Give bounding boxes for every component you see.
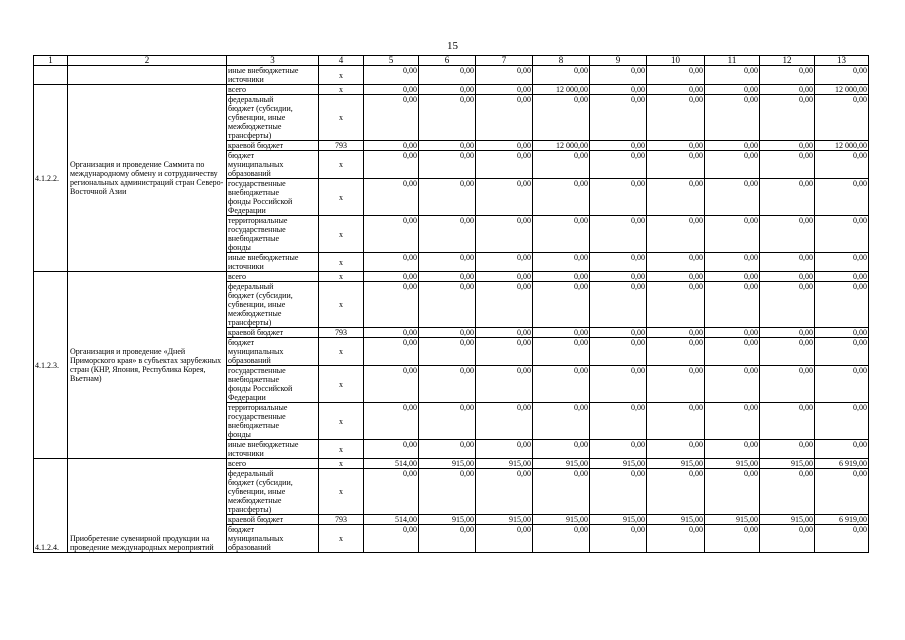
amount-cell: 0,00 [419,272,476,282]
amount-cell: 0,00 [590,253,647,272]
amount-cell: 915,00 [590,459,647,469]
amount-cell: 0,00 [705,403,760,440]
amount-cell: 0,00 [815,151,869,179]
amount-cell: 0,00 [815,272,869,282]
budget-code: 793 [319,328,364,338]
amount-cell: 915,00 [533,515,590,525]
funding-source: иные внебюджетные источники [227,440,319,459]
amount-cell: 0,00 [364,179,419,216]
amount-cell: 0,00 [590,141,647,151]
amount-cell: 0,00 [590,469,647,515]
amount-cell: 514,00 [364,459,419,469]
funding-source: бюджет муниципальных образований [227,338,319,366]
amount-cell: 0,00 [419,216,476,253]
funding-source: бюджет муниципальных образований [227,525,319,553]
amount-cell: 0,00 [705,85,760,95]
amount-cell: 0,00 [590,85,647,95]
amount-cell: 0,00 [760,85,815,95]
header-cell: 13 [815,56,869,66]
amount-cell: 0,00 [364,525,419,553]
amount-cell: 0,00 [419,366,476,403]
amount-cell: 0,00 [364,469,419,515]
amount-cell: 915,00 [533,459,590,469]
amount-cell: 0,00 [476,282,533,328]
amount-cell: 0,00 [590,272,647,282]
page-number: 15 [447,40,458,52]
amount-cell: 0,00 [647,403,705,440]
amount-cell: 0,00 [364,282,419,328]
funding-source: бюджет муниципальных образований [227,151,319,179]
amount-cell: 0,00 [419,403,476,440]
amount-cell: 915,00 [647,515,705,525]
amount-cell: 0,00 [419,328,476,338]
amount-cell: 0,00 [647,272,705,282]
header-cell: 8 [533,56,590,66]
amount-cell: 0,00 [590,338,647,366]
amount-cell: 0,00 [533,440,590,459]
header-cell: 6 [419,56,476,66]
budget-code: x [319,216,364,253]
budget-code: 793 [319,515,364,525]
amount-cell: 0,00 [419,85,476,95]
amount-cell: 0,00 [476,525,533,553]
amount-cell: 0,00 [647,216,705,253]
amount-cell: 0,00 [364,403,419,440]
amount-cell: 0,00 [647,440,705,459]
amount-cell: 0,00 [364,328,419,338]
amount-cell: 0,00 [760,95,815,141]
amount-cell: 0,00 [419,440,476,459]
amount-cell: 915,00 [476,459,533,469]
amount-cell: 0,00 [364,440,419,459]
amount-cell: 0,00 [476,141,533,151]
amount-cell: 0,00 [815,253,869,272]
amount-cell: 0,00 [533,403,590,440]
amount-cell: 0,00 [760,253,815,272]
amount-cell: 0,00 [590,216,647,253]
amount-cell: 0,00 [476,179,533,216]
amount-cell: 0,00 [815,328,869,338]
amount-cell: 0,00 [815,366,869,403]
amount-cell: 0,00 [419,253,476,272]
amount-cell: 0,00 [476,328,533,338]
amount-cell: 0,00 [476,366,533,403]
amount-cell: 0,00 [590,282,647,328]
amount-cell: 0,00 [364,151,419,179]
amount-cell: 0,00 [705,95,760,141]
item-code-empty [34,66,68,85]
amount-cell: 0,00 [705,440,760,459]
budget-code: x [319,469,364,515]
table-row [34,459,869,469]
budget-code: x [319,66,364,85]
amount-cell: 0,00 [815,440,869,459]
amount-cell: 0,00 [815,216,869,253]
amount-cell: 0,00 [533,151,590,179]
amount-cell: 12 000,00 [533,85,590,95]
header-cell: 10 [647,56,705,66]
amount-cell: 0,00 [760,403,815,440]
amount-cell: 0,00 [705,151,760,179]
amount-cell: 915,00 [476,515,533,525]
amount-cell: 0,00 [590,151,647,179]
amount-cell: 0,00 [419,151,476,179]
funding-source: иные внебюджетные источники [227,66,319,85]
amount-cell: 514,00 [364,515,419,525]
amount-cell: 0,00 [419,469,476,515]
funding-source: иные внебюджетные источники [227,253,319,272]
amount-cell: 0,00 [647,95,705,141]
amount-cell: 0,00 [647,328,705,338]
amount-cell: 0,00 [760,469,815,515]
header-cell: 7 [476,56,533,66]
amount-cell: 0,00 [647,179,705,216]
budget-code: x [319,440,364,459]
amount-cell: 0,00 [760,66,815,85]
funding-source: федеральный бюджет (субсидии, субвенции, иные межбюджетные трансферты) [227,282,319,328]
amount-cell: 915,00 [590,515,647,525]
funding-source: федеральный бюджет (субсидии, субвенции, иные межбюджетные трансферты) [227,95,319,141]
header-cell: 3 [227,56,319,66]
amount-cell: 6 919,00 [815,459,869,469]
header-cell: 2 [68,56,227,66]
amount-cell: 0,00 [364,141,419,151]
amount-cell: 915,00 [760,515,815,525]
amount-cell: 0,00 [760,151,815,179]
amount-cell: 0,00 [364,66,419,85]
budget-code: x [319,338,364,366]
amount-cell: 915,00 [419,459,476,469]
amount-cell: 0,00 [590,403,647,440]
amount-cell: 0,00 [647,282,705,328]
amount-cell: 0,00 [364,95,419,141]
item-name: Приобретение сувенирной продукции на проведение международных мероприятий [68,459,227,553]
amount-cell: 0,00 [760,338,815,366]
amount-cell: 0,00 [476,85,533,95]
amount-cell: 0,00 [760,525,815,553]
amount-cell: 0,00 [705,469,760,515]
amount-cell: 0,00 [647,141,705,151]
funding-source: всего [227,272,319,282]
budget-code: x [319,459,364,469]
budget-code: x [319,179,364,216]
amount-cell: 0,00 [533,272,590,282]
header-cell: 1 [34,56,68,66]
amount-cell: 0,00 [705,253,760,272]
amount-cell: 0,00 [476,216,533,253]
header-row [34,56,869,66]
header-cell: 4 [319,56,364,66]
amount-cell: 0,00 [760,282,815,328]
amount-cell: 0,00 [815,403,869,440]
item-code: 4.1.2.3. [34,272,68,459]
amount-cell: 0,00 [476,272,533,282]
amount-cell: 0,00 [533,253,590,272]
funding-source: государственные внебюджетные фонды Российской Федерации [227,366,319,403]
amount-cell: 0,00 [364,366,419,403]
budget-code: x [319,85,364,95]
amount-cell: 915,00 [760,459,815,469]
amount-cell: 0,00 [533,338,590,366]
amount-cell: 0,00 [590,179,647,216]
item-name-empty [68,66,227,85]
amount-cell: 0,00 [705,66,760,85]
item-name: Организация и проведение Саммита по международному обмену и сотрудничеству региональных администраций стран Северо-Восточной Азии [68,85,227,272]
amount-cell: 0,00 [705,179,760,216]
budget-table [33,55,869,553]
amount-cell: 0,00 [533,95,590,141]
amount-cell: 0,00 [533,328,590,338]
amount-cell: 0,00 [815,95,869,141]
amount-cell: 0,00 [533,366,590,403]
amount-cell: 0,00 [647,525,705,553]
amount-cell: 0,00 [419,141,476,151]
amount-cell: 0,00 [476,440,533,459]
amount-cell: 0,00 [705,216,760,253]
budget-code: 793 [319,141,364,151]
amount-cell: 0,00 [364,85,419,95]
amount-cell: 0,00 [476,338,533,366]
amount-cell: 0,00 [476,66,533,85]
item-code: 4.1.2.2. [34,85,68,272]
amount-cell: 0,00 [705,366,760,403]
amount-cell: 0,00 [815,66,869,85]
budget-code: x [319,282,364,328]
funding-source: всего [227,85,319,95]
amount-cell: 0,00 [760,366,815,403]
funding-source: территориальные государственные внебюджетные фонды [227,216,319,253]
amount-cell: 0,00 [760,440,815,459]
amount-cell: 0,00 [590,66,647,85]
table-row [34,272,869,282]
amount-cell: 0,00 [647,366,705,403]
amount-cell: 915,00 [419,515,476,525]
amount-cell: 0,00 [533,525,590,553]
amount-cell: 0,00 [705,141,760,151]
budget-code: x [319,525,364,553]
funding-source: федеральный бюджет (субсидии, субвенции, иные межбюджетные трансферты) [227,469,319,515]
amount-cell: 12 000,00 [815,85,869,95]
amount-cell: 915,00 [705,459,760,469]
amount-cell: 0,00 [533,469,590,515]
funding-source: территориальные государственные внебюджетные фонды [227,403,319,440]
amount-cell: 0,00 [815,179,869,216]
table-row [34,66,869,85]
amount-cell: 0,00 [364,272,419,282]
amount-cell: 0,00 [476,95,533,141]
amount-cell: 0,00 [364,253,419,272]
amount-cell: 0,00 [476,253,533,272]
amount-cell: 0,00 [533,216,590,253]
amount-cell: 0,00 [419,179,476,216]
amount-cell: 0,00 [647,66,705,85]
amount-cell: 0,00 [419,95,476,141]
funding-source: государственные внебюджетные фонды Российской Федерации [227,179,319,216]
amount-cell: 0,00 [760,328,815,338]
amount-cell: 0,00 [705,282,760,328]
amount-cell: 0,00 [419,338,476,366]
amount-cell: 0,00 [419,282,476,328]
amount-cell: 0,00 [647,338,705,366]
amount-cell: 0,00 [705,525,760,553]
amount-cell: 915,00 [705,515,760,525]
budget-code: x [319,253,364,272]
amount-cell: 0,00 [705,272,760,282]
funding-source: краевой бюджет [227,141,319,151]
amount-cell: 0,00 [476,469,533,515]
amount-cell: 6 919,00 [815,515,869,525]
budget-code: x [319,272,364,282]
funding-source: краевой бюджет [227,328,319,338]
header-cell: 9 [590,56,647,66]
funding-source: краевой бюджет [227,515,319,525]
amount-cell: 0,00 [590,525,647,553]
amount-cell: 0,00 [590,440,647,459]
amount-cell: 0,00 [815,525,869,553]
amount-cell: 0,00 [647,469,705,515]
amount-cell: 12 000,00 [533,141,590,151]
header-cell: 11 [705,56,760,66]
amount-cell: 0,00 [590,328,647,338]
amount-cell: 0,00 [760,272,815,282]
budget-code: x [319,403,364,440]
amount-cell: 0,00 [705,338,760,366]
header-cell: 12 [760,56,815,66]
amount-cell: 0,00 [533,282,590,328]
amount-cell: 0,00 [647,151,705,179]
amount-cell: 0,00 [533,179,590,216]
amount-cell: 0,00 [815,282,869,328]
budget-code: x [319,366,364,403]
item-code: 4.1.2.4. [34,459,68,553]
amount-cell: 0,00 [476,403,533,440]
amount-cell: 0,00 [419,66,476,85]
amount-cell: 0,00 [760,216,815,253]
amount-cell: 0,00 [760,179,815,216]
funding-source: всего [227,459,319,469]
amount-cell: 0,00 [590,366,647,403]
amount-cell: 0,00 [815,469,869,515]
table-row [34,85,869,95]
amount-cell: 0,00 [815,338,869,366]
amount-cell: 0,00 [647,85,705,95]
amount-cell: 0,00 [533,66,590,85]
budget-code: x [319,95,364,141]
amount-cell: 0,00 [364,338,419,366]
amount-cell: 0,00 [590,95,647,141]
budget-code: x [319,151,364,179]
header-cell: 5 [364,56,419,66]
amount-cell: 0,00 [647,253,705,272]
amount-cell: 0,00 [705,328,760,338]
amount-cell: 915,00 [647,459,705,469]
amount-cell: 0,00 [476,151,533,179]
amount-cell: 0,00 [419,525,476,553]
amount-cell: 12 000,00 [815,141,869,151]
amount-cell: 0,00 [760,141,815,151]
item-name: Организация и проведение «Дней Приморского края» в субъектах зарубежных стран (КНР, Япония, Республика Корея, Вьетнам) [68,272,227,459]
amount-cell: 0,00 [364,216,419,253]
